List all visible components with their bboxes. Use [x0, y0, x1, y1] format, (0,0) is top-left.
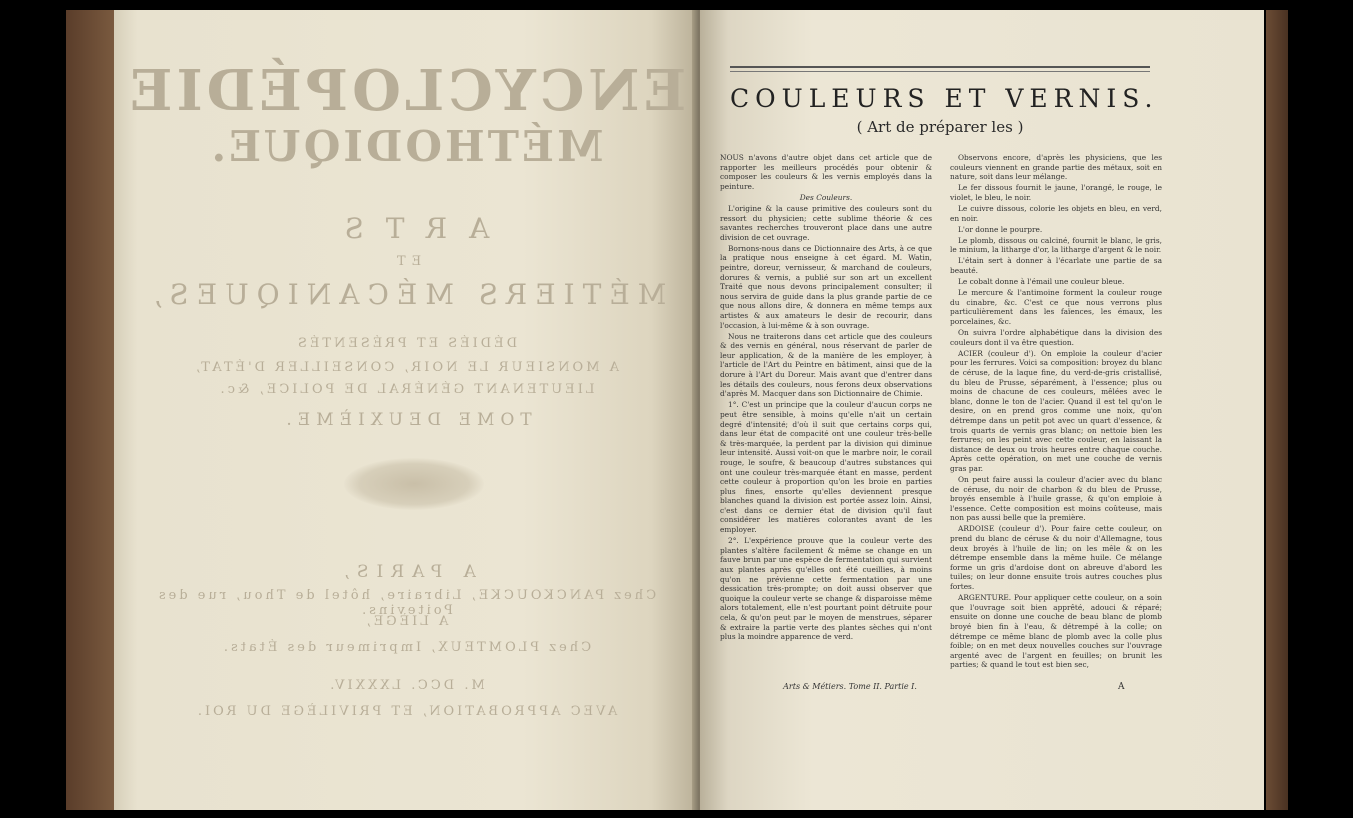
ghost-dedication-3: LIEUTENANT GÉNÉRAL DE POLICE, &c.: [217, 382, 595, 397]
paragraph: On peut faire aussi la couleur d'acier avec du blanc de céruse, du noir de charbon & du bleu de Prusse, broyés ensemble à l'huile grasse, & qu'on emploie à l'essence. Cette composition est moins coûteuse, mais non pas aussi belle que la première.: [950, 475, 1162, 523]
ghost-arts: ARTS: [322, 212, 490, 245]
paragraph: Le cuivre dissous, colorie les objets en bleu, en verd, en noir.: [950, 203, 1162, 223]
paragraph: 2°. L'expérience prouve que la couleur verte des plantes s'altère facilement & même se change en un fauve brun par une espèce de fermentation qui survient aux plantes après qu'elles ont été cueillies, à moins qu'on ne prévienne cette fermentation par une dessication très-prompte; on doit aussi observer que quoique la couleur verte se change & disparoisse même alors totalement, elle n'est pourtant point détruite pour cela, & qu'on peut par le moyen de menstrues, séparer & extraire la partie verte des plantes sèches qui n'ont plus la moindre apparence de verd.: [720, 536, 932, 642]
paragraph: 1°. C'est un principe que la couleur d'aucun corps ne peut être sensible, à moins qu'elle n'ait un certain degré d'intensité; d'où il suit que certains corps qui, dans leur état de compacité ont une couleur très-belle & très-marquée, la perdent par la division qui diminue leur intensité. Aussi voit-on que le marbre noir, le corail rouge, le soufre, & beaucoup d'autres substances qui ont une couleur très-marquée étant en masse, perdent cette couleur à proportion qu'on les broie en parties plus fines, ensorte qu'elles deviennent presque blanches quand la division est portée assez loin. Ainsi, c'est dans ce dernier état de division qu'il faut considérer les matières colorantes avant de les employer.: [720, 400, 932, 535]
paragraph: NOUS n'avons d'autre objet dans cet article que de rapporter les meilleurs procédés pour obtenir & composer les couleurs & les vernis employés dans la peinture.: [720, 153, 932, 191]
paragraph: On suivra l'ordre alphabétique dans la division des couleurs dont il va être question.: [950, 328, 1162, 347]
paragraph: Le mercure & l'antimoine forment la couleur rouge du cinabre, &c. C'est ce que nous verrons plus particulièrement dans les faïences, les émaux, les porcelaines, &c.: [950, 288, 1162, 326]
ghost-metiers: MÉTIERS MÉCANIQUES,: [145, 278, 667, 311]
ghost-tome: TOME DEUXIÈME.: [280, 410, 532, 430]
ghost-imprint-4: M. DCC. LXXXIV.: [327, 678, 485, 693]
paragraph: ARGENTURE. Pour appliquer cette couleur, on a soin que l'ouvrage soit bien apprêté, adouci & réparé; ensuite on donne une couche de beau blanc de plomb broyé bien fin à l'eau, & détrempé à la colle; on détrempe ce même blanc de plomb avec la colle plus foible; on en met deux nouvelles couches sur l'ouvrage argenté avec de l'argent en feuilles; on brunit les parties; & quand le tout est bien sec,: [950, 593, 1162, 670]
open-book: [66, 10, 1288, 810]
ghost-imprint-2: A LIÈGE,: [363, 614, 449, 629]
section-heading: Des Couleurs.: [799, 192, 853, 202]
ghost-imprint-3: Chez PLOMTEUX, Imprimeur des États.: [220, 640, 592, 655]
text-column-right: [950, 153, 1162, 671]
paragraph: Le cobalt donne à l'émail une couleur bleue.: [958, 277, 1125, 287]
paragraph: Observons encore, d'après les physiciens, que les couleurs viennent en grande partie des métaux, soit en nature, soit dans leur mélange.: [950, 153, 1162, 182]
left-page: [114, 10, 698, 810]
paragraph: Bornons-nous dans ce Dictionnaire des Arts, à ce que la pratique nous enseigne à cet égard. M. Watin, peintre, doreur, vernisseur, & marchand de couleurs, dorures & vernis, a publié sur son art un excellent Traité que nous devons principalement consulter; il nous servira de guide dans la plus grande partie de ce que nous allons dire, & donnera en même temps aux artistes & aux amateurs le desir de recourir, dans l'occasion, à lui-même & à son ouvrage.: [720, 243, 932, 330]
ghost-paris: A PARIS,: [336, 562, 476, 582]
page-subtitle: ( Art de préparer les ): [856, 118, 1024, 136]
page-footer: Arts & Métiers. Tome II. Partie I.: [783, 682, 917, 691]
paragraph: ACIER (couleur d'). On emploie la couleur d'acier pour les ferrures. Voici sa composition: broyez du blanc de céruse, de la laque fine, du verd-de-gris cristallisé, du bleu de Prusse, séparément, à l'essence; plus ou moins de chacune de ces couleurs, mêlées avec le blanc, donne le ton de l'acier. Quand il est tel qu'on le desire, on en prend gros comme une noix, qu'on détrempe dans un petit pot avec un quart d'essence, & trois quarts de vernis gras blanc; on nettoie bien les ferrures; on les peint avec cette couleur, en laissant la distance de deux ou trois heures entre chaque couche. Après cette opération, on met une couche de vernis gras par.: [950, 348, 1162, 473]
text-column-left: [720, 153, 932, 643]
header-rule-thin: [730, 71, 1150, 72]
paragraph: L'origine & la cause primitive des couleurs sont du ressort du physicien; cette sublime théorie & ces savantes recherches trouveront place dans une autre division de cet ouvrage.: [720, 203, 932, 242]
ghost-title-2: MÉTHODIQUE.: [208, 122, 604, 171]
right-page: [700, 10, 1264, 810]
signature-mark: A: [1118, 682, 1125, 692]
paragraph: ARDOISE (couleur d'). Pour faire cette couleur, on prend du blanc de céruse & du noir d'Allemagne, tous deux broyés à l'huile de lin; on les mêle & on les détrempe ensemble dans la même huile. Ce mélange forme un gris d'ardoise dont on abreuve d'abord les tuiles; on leur donne ensuite trois autres couches plus fortes.: [950, 524, 1162, 592]
paragraph: L'étain sert à donner à l'écarlate une partie de sa beauté.: [950, 256, 1162, 276]
header-rule: [730, 66, 1150, 68]
ghost-et: ET: [390, 254, 422, 269]
ghost-title: ENCYCLOPÉDIE: [125, 58, 687, 124]
paragraph: Le fer dissous fournit le jaune, l'orangé, le rouge, le violet, le bleu, le noir.: [950, 183, 1162, 202]
book-cover-right: [1266, 10, 1288, 810]
page-title: COULEURS ET VERNIS.: [730, 84, 1159, 113]
ghost-dedication-2: A MONSIEUR LE NOIR, CONSEILLER D'ÉTAT,: [193, 360, 619, 375]
ghost-imprint-5: AVEC APPROBATION, ET PRIVILÈGE DU ROI.: [194, 704, 618, 719]
ghost-imprint-1: Chez PANCKOUCKE, Libraire, hôtel de Thou, rue des Poitevins.: [155, 588, 657, 618]
paragraph: L'or donne le pourpre.: [958, 224, 1043, 234]
ghost-dedication-1: DÉDIÉS ET PRÉSENTÉS: [294, 336, 518, 351]
ghost-ornament: [344, 458, 484, 510]
paragraph: Nous ne traiterons dans cet article que des couleurs & des vernis en général, nous réservant de parler de leur application, & de la manière de les employer, à l'article de l'Art du Peintre en bâtiment, ainsi que de la dorure à l'Art du Doreur. Mais avant que d'entrer dans les détails des couleurs, nous ferons deux observations d'après M. Macquer dans son Dictionnaire de Chimie.: [720, 331, 932, 399]
paragraph: Le plomb, dissous ou calciné, fournit le blanc, le gris, le minium, la litharge d'or, la litharge d'argent & le noir.: [950, 235, 1162, 255]
